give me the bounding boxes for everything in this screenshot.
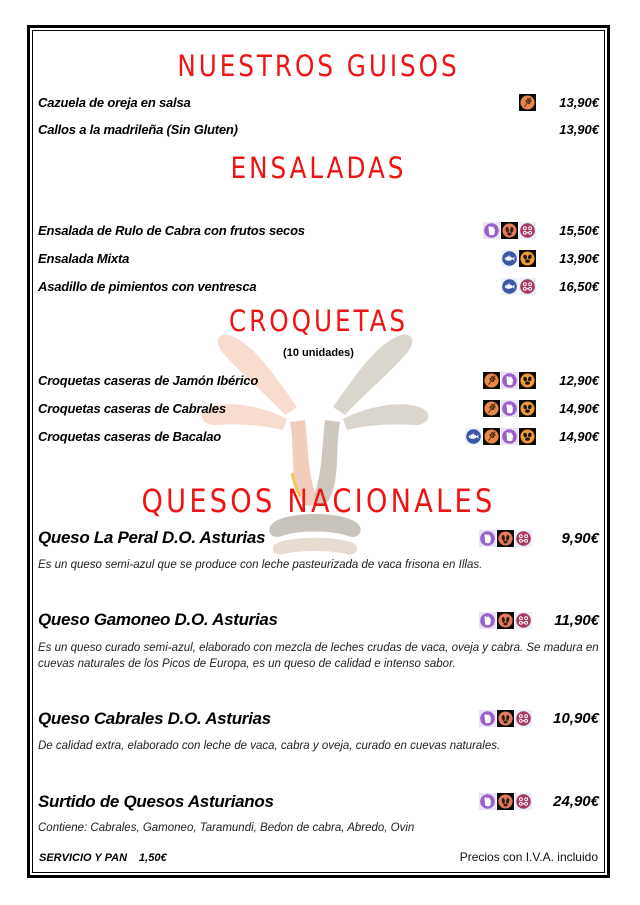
allergen-gluten-icon <box>519 94 536 111</box>
allergen-nuts-icon <box>497 710 514 727</box>
menu-item-name: Croquetas caseras de Jamón Ibérico <box>38 373 259 389</box>
allergen-sulphites-icon <box>515 612 532 629</box>
allergen-milk-icon <box>479 793 496 810</box>
allergen-milk-icon <box>501 400 518 417</box>
allergen-gluten-icon <box>483 428 500 445</box>
menu-item-name: Queso Gamoneo D.O. Asturias <box>38 610 278 630</box>
menu-item-row <box>38 527 599 550</box>
allergen-egg-icon <box>519 250 536 267</box>
menu-item-price: 13,90€ <box>559 94 599 110</box>
allergen-milk-icon <box>479 612 496 629</box>
menu-item-row <box>38 395 599 423</box>
allergen-milk-icon <box>479 530 496 547</box>
section-title-quesos-nacionales: QUESOS NACIONALES <box>141 481 496 520</box>
menu-item-price: 13,90€ <box>559 251 599 267</box>
menu-page <box>32 30 605 873</box>
service-and-bread-note <box>39 852 167 864</box>
menu-item-row <box>38 790 599 813</box>
section-title-croquetas: CROQUETAS <box>228 303 409 338</box>
menu-item-name: Croquetas caseras de Cabrales <box>38 401 226 417</box>
menu-item-name: Surtido de Quesos Asturianos <box>38 791 274 811</box>
allergen-milk-icon <box>483 222 500 239</box>
allergen-icons <box>483 372 536 389</box>
allergen-sulphites-icon <box>515 710 532 727</box>
allergen-milk-icon <box>501 372 518 389</box>
allergen-fish-icon <box>465 428 482 445</box>
allergen-gluten-icon <box>483 400 500 417</box>
menu-item-name: Croquetas caseras de Bacalao <box>38 429 221 445</box>
menu-item-description: Contiene: Cabrales, Gamoneo, Taramundi, Bedon de cabra, Abredo, Ovin <box>38 822 415 835</box>
vat-note: Precios con I.V.A. incluido <box>459 850 598 864</box>
allergen-icons <box>479 612 532 629</box>
menu-item-row <box>38 217 599 245</box>
allergen-icons <box>483 222 536 239</box>
allergen-sulphites-icon <box>515 530 532 547</box>
allergen-gluten-icon <box>483 372 500 389</box>
allergen-icons <box>501 278 536 295</box>
service-price: 1,50€ <box>139 852 167 864</box>
menu-item-price: 24,90€ <box>553 793 599 811</box>
menu-item-name: Ensalada Mixta <box>38 251 130 267</box>
menu-footer <box>39 850 598 864</box>
menu-item-price: 10,90€ <box>553 710 599 728</box>
allergen-icons <box>519 94 536 111</box>
allergen-nuts-icon <box>501 222 518 239</box>
menu-item-price: 15,50€ <box>559 223 599 239</box>
menu-item-name: Queso Cabrales D.O. Asturias <box>38 708 271 728</box>
menu-item-name: Asadillo de pimientos con ventresca <box>38 279 257 295</box>
menu-item-price: 9,90€ <box>561 529 599 547</box>
menu-item-price: 14,90€ <box>559 401 599 417</box>
menu-item-price: 14,90€ <box>559 429 599 445</box>
menu-item-row <box>38 116 599 143</box>
allergen-sulphites-icon <box>519 278 536 295</box>
allergen-nuts-icon <box>497 612 514 629</box>
menu-item-description: De calidad extra, elaborado con leche de vaca, cabra y oveja, curado en cuevas naturales. <box>38 740 501 753</box>
allergen-icons <box>479 793 532 810</box>
allergen-egg-icon <box>519 372 536 389</box>
allergen-fish-icon <box>501 250 518 267</box>
menu-item-price: 11,90€ <box>554 611 599 629</box>
section-title-nuestros-guisos: NUESTROS GUISOS <box>177 49 460 83</box>
allergen-icons <box>479 710 532 727</box>
allergen-sulphites-icon <box>519 222 536 239</box>
allergen-icons <box>465 428 536 445</box>
menu-item-name: Cazuela de oreja en salsa <box>38 94 191 110</box>
menu-item-price: 12,90€ <box>559 373 599 389</box>
menu-item-name: Ensalada de Rulo de Cabra con frutos secos <box>38 223 305 239</box>
menu-item-row <box>38 367 599 395</box>
allergen-fish-icon <box>501 278 518 295</box>
menu-content <box>38 51 599 836</box>
allergen-egg-icon <box>519 428 536 445</box>
menu-item-row <box>38 273 599 301</box>
menu-item-row <box>38 89 599 116</box>
allergen-icons <box>501 250 536 267</box>
allergen-sulphites-icon <box>515 793 532 810</box>
menu-item-price: 16,50€ <box>559 279 599 295</box>
allergen-icons <box>483 400 536 417</box>
service-label: SERVICIO Y PAN <box>39 852 128 864</box>
allergen-nuts-icon <box>497 530 514 547</box>
menu-item-description: Es un queso semi-azul que se produce con leche pasteurizada de vaca frisona en Illas. <box>38 558 483 571</box>
menu-item-name: Callos a la madrileña (Sin Gluten) <box>38 121 238 137</box>
allergen-nuts-icon <box>497 793 514 810</box>
allergen-milk-icon <box>501 428 518 445</box>
menu-item-description: Es un queso curado semi-azul, elaborado con mezcla de leches crudas de vaca, oveja y cabra. Se madura en cuevas naturales de los Picos de Europa, es un queso de calidad e intenso sabor. <box>38 641 599 671</box>
section-title-ensaladas: ENSALADAS <box>230 150 407 185</box>
menu-page-border <box>27 25 610 878</box>
menu-item-row <box>38 245 599 273</box>
menu-item-row <box>38 609 599 632</box>
allergen-icons <box>479 530 532 547</box>
menu-item-row <box>38 423 599 451</box>
allergen-milk-icon <box>479 710 496 727</box>
menu-item-row <box>38 707 599 730</box>
croquetas-units-note: (10 unidades) <box>283 346 354 359</box>
menu-item-price: 13,90€ <box>559 121 599 137</box>
menu-item-name: Queso La Peral D.O. Asturias <box>38 528 266 548</box>
allergen-egg-icon <box>519 400 536 417</box>
